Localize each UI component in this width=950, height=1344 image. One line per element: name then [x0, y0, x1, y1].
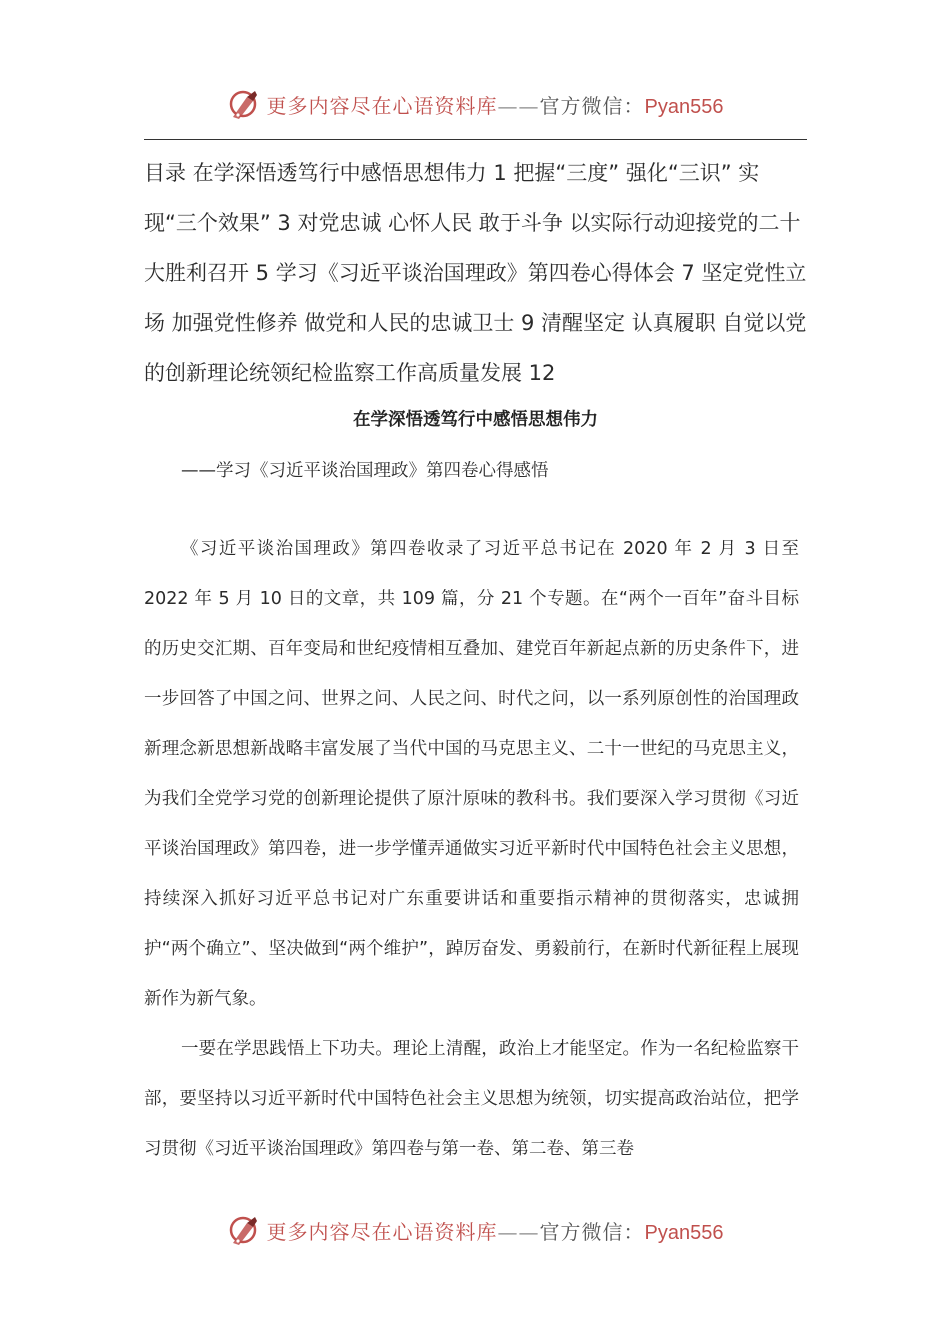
article-paragraph: 《习近平谈治国理政》第四卷收录了习近平总书记在 2020 年 2 月 3 日至 2022 年 5 月 10 日的文章，共 109 篇，分 21 个专题。在“两个一百年”奋斗目标的历史交汇期、百年变局和世纪疫情相互叠加、建党百年新起点新的历史条件下，进一步回答了中国之问、世界之问、人民之问、时代之问，以一系列原创性的治国理政新理念新思想新战略丰富发展了当代中国的马克思主义、二十一世纪的马克思主义，为我们全党学习党的创新理论提供了原汁原味的教科书。我们要深入学习贯彻《习近平谈治国理政》第四卷，进一步学懂弄通做实习近平新时代中国特色社会主义思想，持续深入抓好习近平总书记对广东重要讲话和重要指示精神的贯彻落实，忠诚拥护“两个确立”、坚决做到“两个维护”，踔厉奋发、勇毅前行，在新时代新征程上展现新作为新气象。 — [144, 539, 799, 1009]
article-subtitle: ——学习《习近平谈治国理政》第四卷心得感悟 — [181, 461, 549, 481]
banner-promo — [267, 90, 724, 119]
banner-wechat-id: Pyan556 — [644, 95, 724, 118]
banner-promo-text: 更多内容尽在心语资料库 — [266, 1219, 498, 1244]
header-divider — [144, 139, 807, 140]
article-paragraph: 一要在学思践悟上下功夫。理论上清醒，政治上才能坚定。作为一名纪检监察干部，要坚持以习近平新时代中国特色社会主义思想为统领，切实提高政治站位，把学习贯彻《习近平谈治国理政》第四卷与第一卷、第二卷、第三卷 — [144, 1039, 799, 1159]
banner-dash: —— — [497, 1219, 540, 1244]
header-banner — [0, 84, 950, 124]
table-of-contents: 目录 在学深悟透笃行中感悟思想伟力 1 把握“三度” 强化“三识” 实现“三个效果” 3 对党忠诚 心怀人民 敢于斗争 以实际行动迎接党的二十大胜利召开 5 学习《习近平谈治国理政》第四卷心得体会 7 坚定党性立场 加强党性修养 做党和人民的忠诚卫士 9 清醒坚定 认真履职 自觉以党的创新理论统领纪检监察工作高质量发展 12 — [144, 161, 807, 385]
pen-nib-logo-icon — [227, 1213, 261, 1247]
pen-nib-logo-icon — [227, 87, 261, 121]
footer-banner — [0, 1210, 950, 1250]
banner-dash: —— — [497, 93, 540, 118]
banner-wechat-id: Pyan556 — [644, 1221, 724, 1244]
banner-wechat-label: 官方微信： — [539, 1219, 645, 1244]
article-title: 在学深悟透笃行中感悟思想伟力 — [353, 410, 598, 430]
banner-promo — [267, 1216, 724, 1245]
banner-wechat-label: 官方微信： — [539, 93, 645, 118]
banner-promo-text: 更多内容尽在心语资料库 — [266, 93, 498, 118]
